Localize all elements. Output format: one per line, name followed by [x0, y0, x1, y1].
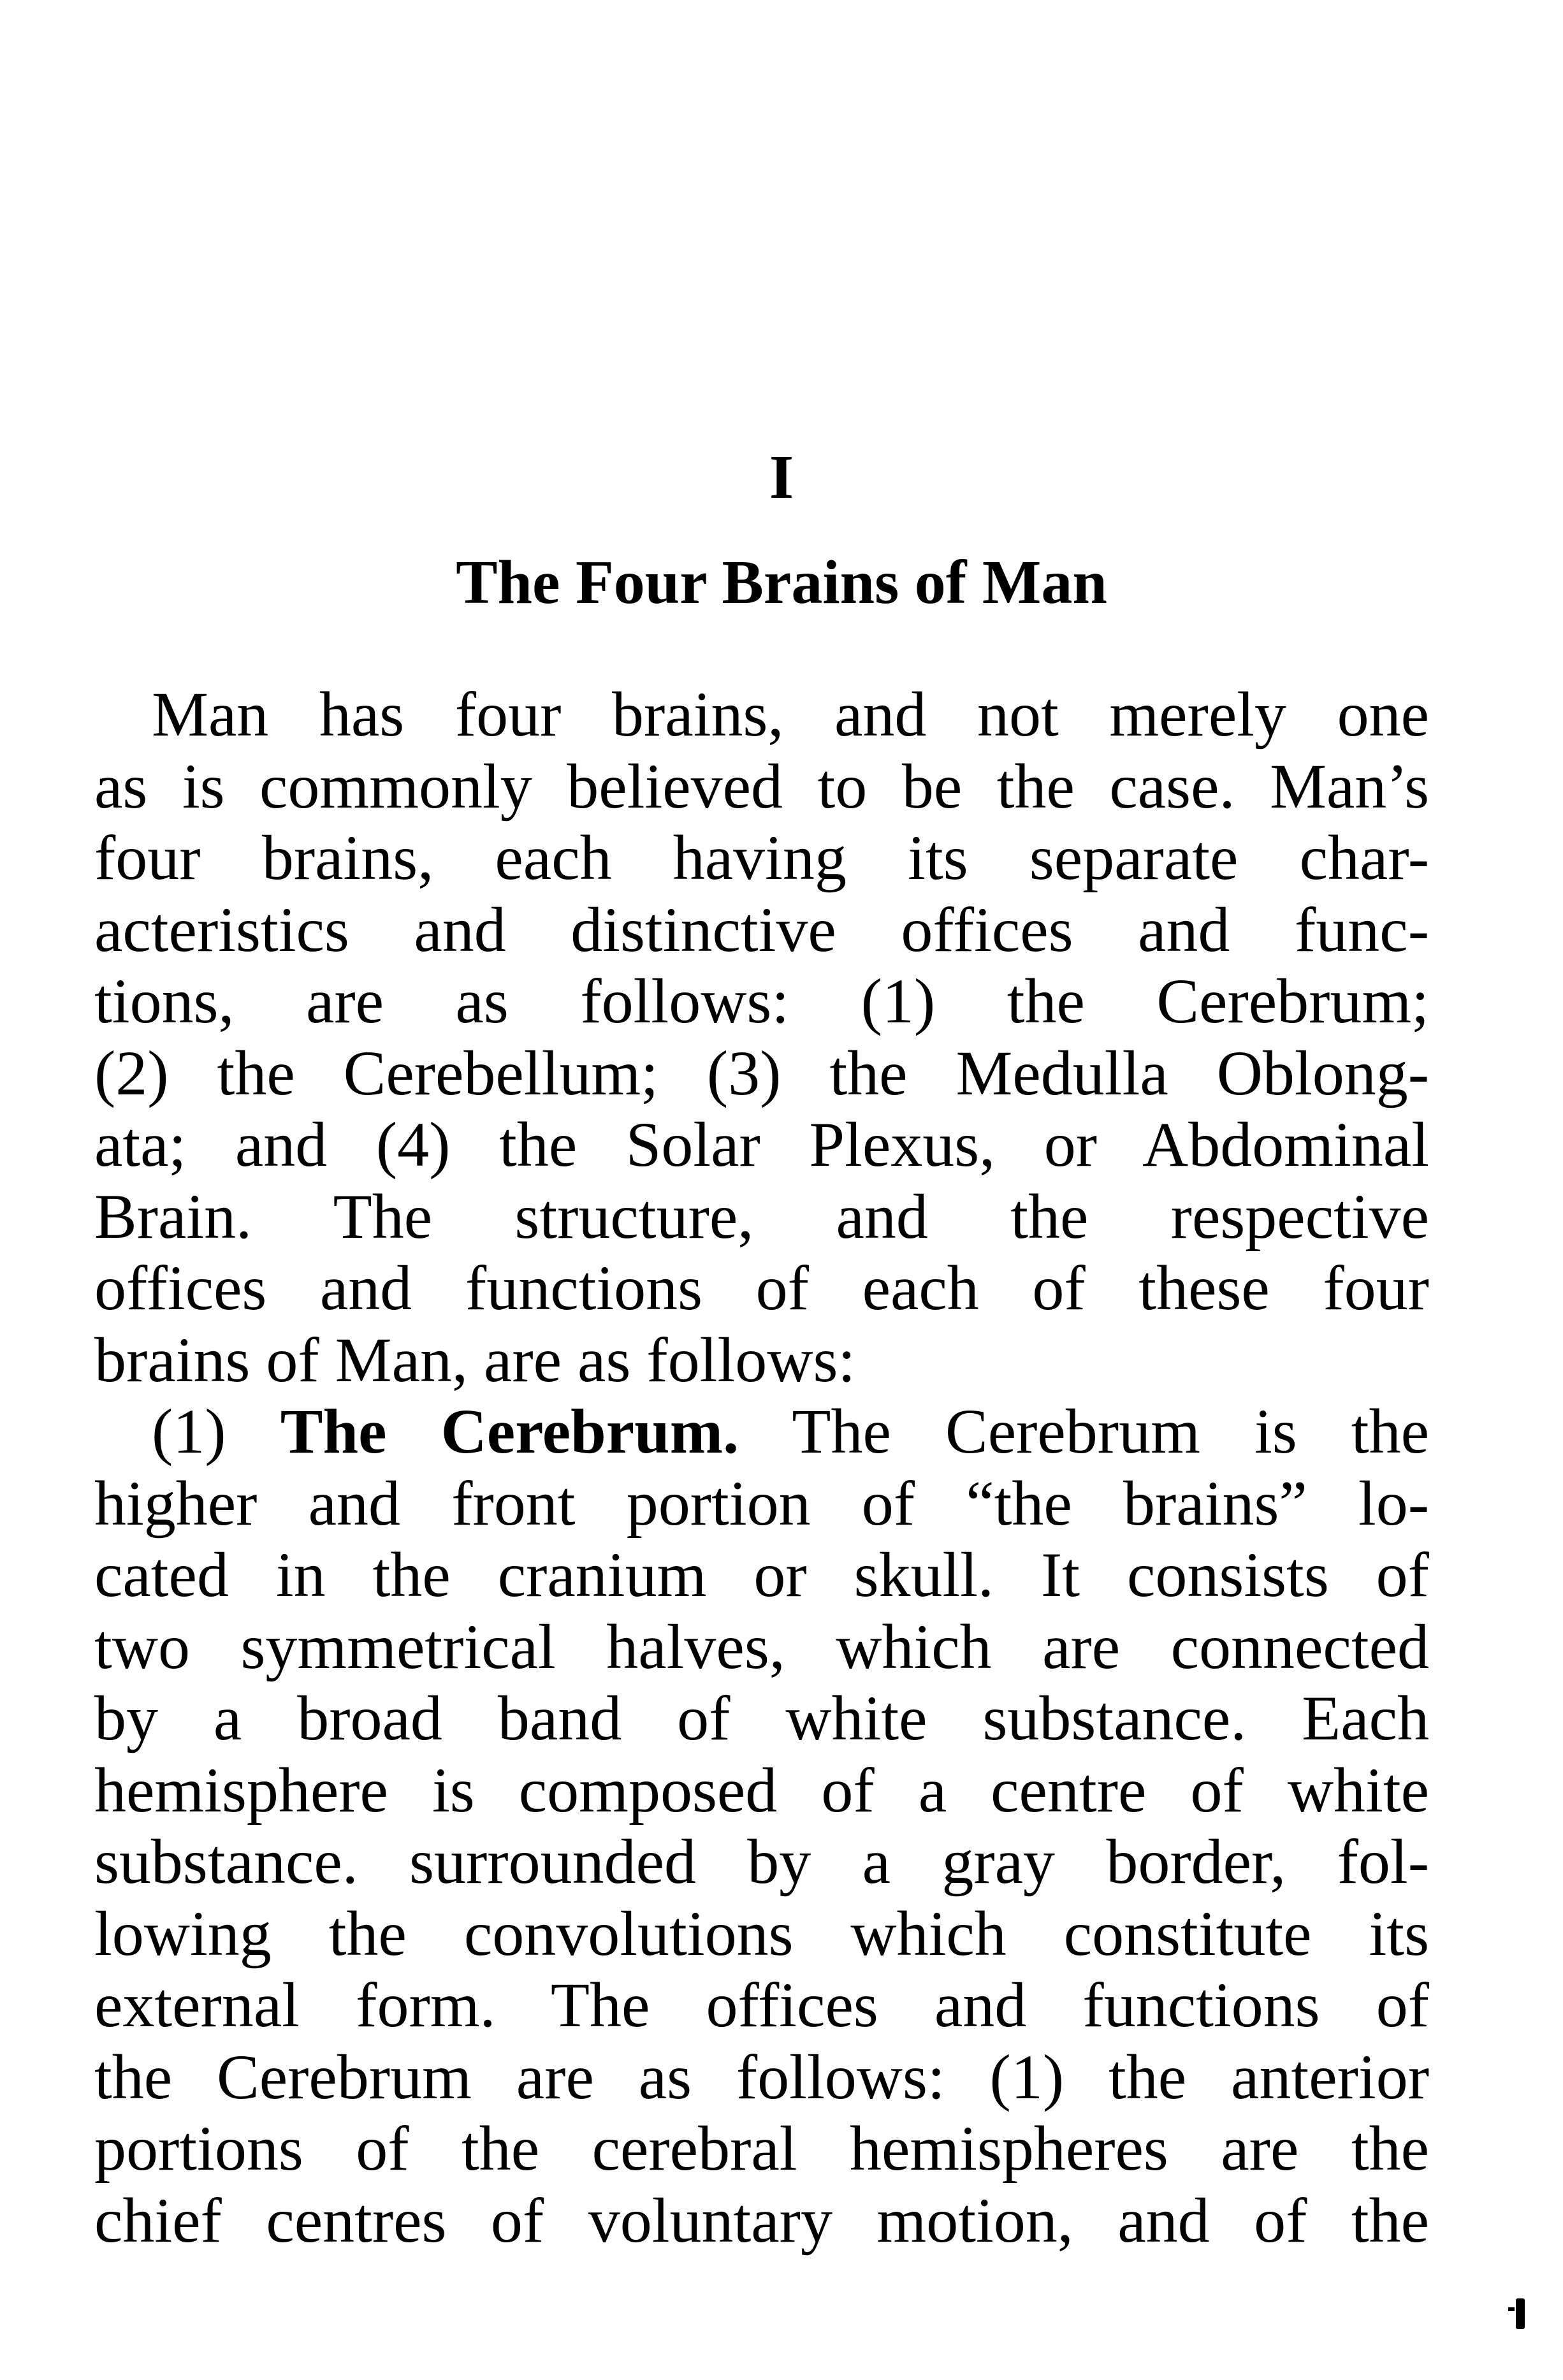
text-line: Man has four brains, and not merely one	[152, 679, 1429, 750]
text-line: lowing the convolutions which constitute its	[94, 1897, 1429, 1969]
text-line: ata; and (4) the Solar Plexus, or Abdominal	[94, 1109, 1429, 1180]
section-first-line-text: The Cerebrum is the	[792, 1396, 1429, 1467]
scan-mark-icon	[1516, 2298, 1525, 2329]
text-line: (2) the Cerebellum; (3) the Medulla Oblong-	[94, 1037, 1429, 1108]
chapter-title: The Four Brains of Man	[456, 548, 1107, 617]
text-line: chief centres of voluntary motion, and of the	[94, 2184, 1429, 2256]
chapter-numeral: I	[769, 443, 794, 512]
text-line: substance. surrounded by a gray border, fol-	[94, 1826, 1429, 1897]
text-line: the Cerebrum are as follows: (1) the anterior	[94, 2041, 1429, 2112]
text-line: two symmetrical halves, which are connected	[94, 1611, 1429, 1682]
text-line: four brains, each having its separate char-	[94, 822, 1429, 893]
text-line: as is commonly believed to be the case. Man’s	[94, 750, 1429, 822]
text-line: higher and front portion of “the brains” lo-	[94, 1467, 1429, 1539]
section-number: (1)	[152, 1396, 226, 1467]
text-line: tions, are as follows: (1) the Cerebrum;	[94, 966, 1429, 1036]
text-line: Brain. The structure, and the respective	[94, 1180, 1429, 1252]
text-line: brains of Man, are as follows:	[94, 1324, 856, 1395]
text-line: offices and functions of each of these four	[94, 1252, 1429, 1323]
text-line: acteristics and distinctive offices and func-	[94, 894, 1429, 965]
body-text	[94, 679, 1429, 2256]
section-heading: The Cerebrum.	[280, 1396, 739, 1467]
text-line: cated in the cranium or skull. It consists of	[94, 1539, 1429, 1610]
text-line: external form. The offices and functions of	[94, 1970, 1429, 2040]
text-line: by a broad band of white substance. Each	[94, 1683, 1429, 1753]
text-line: portions of the cerebral hemispheres are the	[94, 2113, 1429, 2184]
section-first-line	[94, 1396, 1429, 1468]
text-line: hemisphere is composed of a centre of white	[94, 1754, 1429, 1825]
